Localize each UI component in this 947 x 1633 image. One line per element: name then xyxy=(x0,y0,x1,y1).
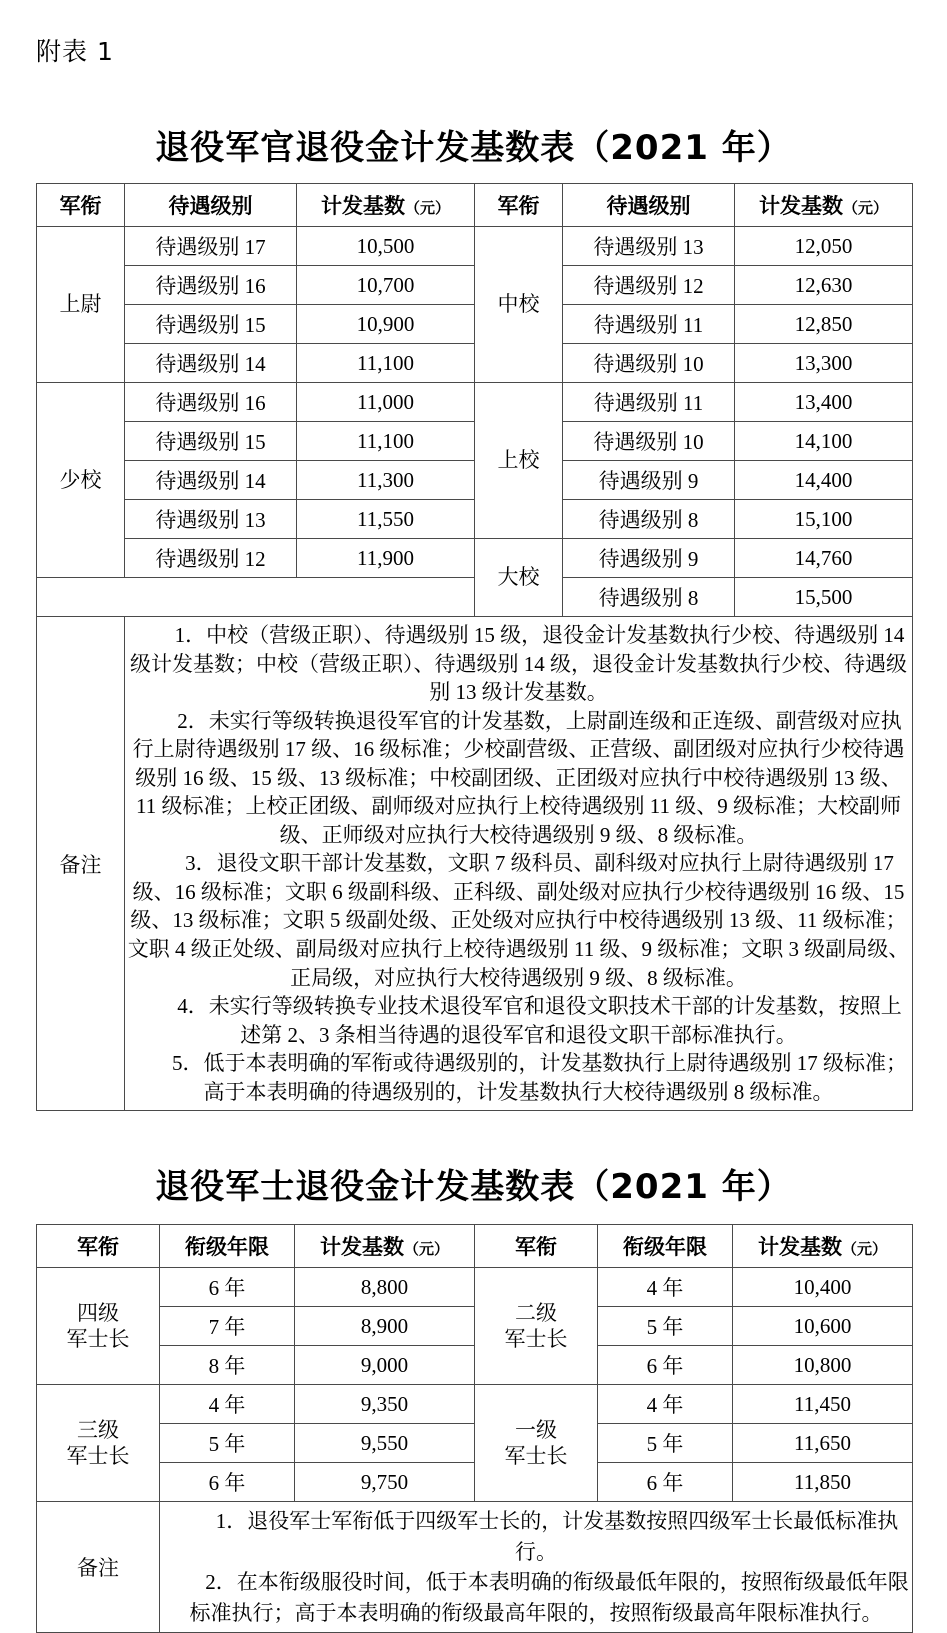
sergeant-table-title: 退役军士退役金计发基数表（2021 年） xyxy=(155,1167,792,1208)
note-paragraph: 5．低于本表明确的军衔或待遇级别的，计发基数执行上尉待遇级别 17 级标准；高于本表明确的待遇级别的，计发基数执行大校待遇级别 8 级标准。 xyxy=(172,1051,907,1104)
amount-cell: 10,900 xyxy=(297,305,475,344)
years-cell: 5 年 xyxy=(598,1424,733,1463)
rank-cell: 四级 军士长 xyxy=(37,1268,160,1385)
empty-filler-cell xyxy=(37,578,475,617)
amount-cell: 9,000 xyxy=(295,1346,475,1385)
years-cell: 4 年 xyxy=(598,1268,733,1307)
amount-cell: 8,900 xyxy=(295,1307,475,1346)
years-cell: 6 年 xyxy=(160,1463,295,1502)
header-level: 待遇级别 xyxy=(125,184,297,227)
note-paragraph: 4．未实行等级转换专业技术退役军官和退役文职技术干部的计发基数，按照上述第 2、3 条相当待遇的退役军官和退役文职干部标准执行。 xyxy=(177,994,902,1047)
amount-cell: 10,600 xyxy=(733,1307,913,1346)
amount-cell: 11,900 xyxy=(297,539,475,578)
level-cell: 待遇级别 9 xyxy=(563,539,735,578)
level-cell: 待遇级别 13 xyxy=(125,500,297,539)
header-level: 待遇级别 xyxy=(563,184,735,227)
note-paragraph: 3．退役文职干部计发基数，文职 7 级科员、副科级对应执行上尉待遇级别 17 级、16 级标准；文职 6 级副科级、正科级、副处级对应执行少校待遇级别 16 级、15 级、13 级标准；文职 5 级副处级、正处级对应执行中校待遇级别 13 级、11 级标准；文职 4 级正处级、副局级对应执行上校待遇级别 11 级、9 级标准；文职 3 级副局级、正局级，对应执行大校待遇级别 9 级、8 级标准。 xyxy=(127,851,910,990)
header-rank: 军衔 xyxy=(37,1225,160,1268)
notes-label: 备注 xyxy=(37,1502,160,1633)
amount-cell: 12,050 xyxy=(735,227,913,266)
amount-cell: 14,400 xyxy=(735,461,913,500)
header-rank: 军衔 xyxy=(475,1225,598,1268)
table-row xyxy=(37,383,913,422)
amount-cell: 14,100 xyxy=(735,422,913,461)
level-cell: 待遇级别 10 xyxy=(563,422,735,461)
level-cell: 待遇级别 11 xyxy=(563,383,735,422)
amount-cell: 13,400 xyxy=(735,383,913,422)
header-base: 计发基数（元） xyxy=(733,1225,913,1268)
amount-cell: 11,850 xyxy=(733,1463,913,1502)
level-cell: 待遇级别 12 xyxy=(563,266,735,305)
amount-cell: 9,750 xyxy=(295,1463,475,1502)
years-cell: 6 年 xyxy=(598,1463,733,1502)
level-cell: 待遇级别 11 xyxy=(563,305,735,344)
years-cell: 4 年 xyxy=(160,1385,295,1424)
years-cell: 6 年 xyxy=(598,1346,733,1385)
level-cell: 待遇级别 12 xyxy=(125,539,297,578)
years-cell: 6 年 xyxy=(160,1268,295,1307)
header-rank: 军衔 xyxy=(37,184,125,227)
header-years: 衔级年限 xyxy=(160,1225,295,1268)
rank-cell: 少校 xyxy=(37,383,125,578)
table-row xyxy=(37,1268,913,1307)
amount-cell: 11,100 xyxy=(297,344,475,383)
header-base: 计发基数（元） xyxy=(297,184,475,227)
header-base: 计发基数（元） xyxy=(295,1225,475,1268)
amount-cell: 15,500 xyxy=(735,578,913,617)
notes-content xyxy=(125,617,913,1111)
years-cell: 8 年 xyxy=(160,1346,295,1385)
amount-cell: 11,000 xyxy=(297,383,475,422)
table-row xyxy=(37,539,913,578)
years-cell: 7 年 xyxy=(160,1307,295,1346)
years-cell: 5 年 xyxy=(598,1307,733,1346)
table-header-row xyxy=(37,184,913,227)
header-years: 衔级年限 xyxy=(598,1225,733,1268)
level-cell: 待遇级别 16 xyxy=(125,383,297,422)
amount-cell: 12,850 xyxy=(735,305,913,344)
rank-cell: 三级 军士长 xyxy=(37,1385,160,1502)
header-rank: 军衔 xyxy=(475,184,563,227)
note-paragraph: 1．退役军士军衔低于四级军士长的，计发基数按照四级军士长最低标准执行。 xyxy=(215,1509,899,1564)
rank-cell: 一级 军士长 xyxy=(475,1385,598,1502)
rank-cell: 中校 xyxy=(475,227,563,383)
rank-cell: 二级 军士长 xyxy=(475,1268,598,1385)
level-cell: 待遇级别 17 xyxy=(125,227,297,266)
amount-cell: 12,630 xyxy=(735,266,913,305)
amount-cell: 15,100 xyxy=(735,500,913,539)
level-cell: 待遇级别 14 xyxy=(125,344,297,383)
sergeant-benefit-table xyxy=(36,1224,913,1633)
notes-row xyxy=(37,1502,913,1633)
years-cell: 5 年 xyxy=(160,1424,295,1463)
level-cell: 待遇级别 15 xyxy=(125,305,297,344)
amount-cell: 11,550 xyxy=(297,500,475,539)
level-cell: 待遇级别 8 xyxy=(563,500,735,539)
officer-benefit-table xyxy=(36,183,913,1111)
amount-cell: 11,100 xyxy=(297,422,475,461)
header-base: 计发基数（元） xyxy=(735,184,913,227)
level-cell: 待遇级别 14 xyxy=(125,461,297,500)
officer-table-title: 退役军官退役金计发基数表（2021 年） xyxy=(155,128,792,168)
amount-cell: 10,800 xyxy=(733,1346,913,1385)
notes-row xyxy=(37,617,913,1111)
amount-cell: 10,700 xyxy=(297,266,475,305)
amount-cell: 10,400 xyxy=(733,1268,913,1307)
rank-cell: 上尉 xyxy=(37,227,125,383)
amount-cell: 13,300 xyxy=(735,344,913,383)
level-cell: 待遇级别 16 xyxy=(125,266,297,305)
amount-cell: 10,500 xyxy=(297,227,475,266)
notes-content xyxy=(160,1502,913,1633)
amount-cell: 9,350 xyxy=(295,1385,475,1424)
rank-cell: 大校 xyxy=(475,539,563,617)
level-cell: 待遇级别 8 xyxy=(563,578,735,617)
years-cell: 4 年 xyxy=(598,1385,733,1424)
amount-cell: 11,650 xyxy=(733,1424,913,1463)
level-cell: 待遇级别 10 xyxy=(563,344,735,383)
amount-cell: 9,550 xyxy=(295,1424,475,1463)
level-cell: 待遇级别 15 xyxy=(125,422,297,461)
rank-cell: 上校 xyxy=(475,383,563,539)
level-cell: 待遇级别 13 xyxy=(563,227,735,266)
note-paragraph: 2．未实行等级转换退役军官的计发基数，上尉副连级和正连级、副营级对应执行上尉待遇级别 17 级、16 级标准；少校副营级、正营级、副团级对应执行少校待遇级别 16 级、15 级、13 级标准；中校副团级、正团级对应执行中校待遇级别 13 级、11 级标准；上校正团级、副师级对应执行上校待遇级别 11 级、9 级标准；大校副师级、正师级对应执行大校待遇级别 9 级、8 级标准。 xyxy=(132,708,905,847)
amount-cell: 11,450 xyxy=(733,1385,913,1424)
notes-label: 备注 xyxy=(37,617,125,1111)
table-header-row xyxy=(37,1225,913,1268)
amount-cell: 8,800 xyxy=(295,1268,475,1307)
level-cell: 待遇级别 9 xyxy=(563,461,735,500)
table-row xyxy=(37,1385,913,1424)
note-paragraph: 1．中校（营级正职）、待遇级别 15 级，退役金计发基数执行少校、待遇级别 14 级计发基数；中校（营级正职）、待遇级别 14 级，退役金计发基数执行少校、待遇级别 13 级计发基数。 xyxy=(130,623,907,705)
amount-cell: 11,300 xyxy=(297,461,475,500)
attachment-label: 附表 1 xyxy=(36,37,114,66)
table-row xyxy=(37,227,913,266)
note-paragraph: 2．在本衔级服役时间，低于本表明确的衔级最低年限的，按照衔级最低年限标准执行；高于本表明确的衔级最高年限的，按照衔级最高年限标准执行。 xyxy=(189,1570,909,1625)
amount-cell: 14,760 xyxy=(735,539,913,578)
